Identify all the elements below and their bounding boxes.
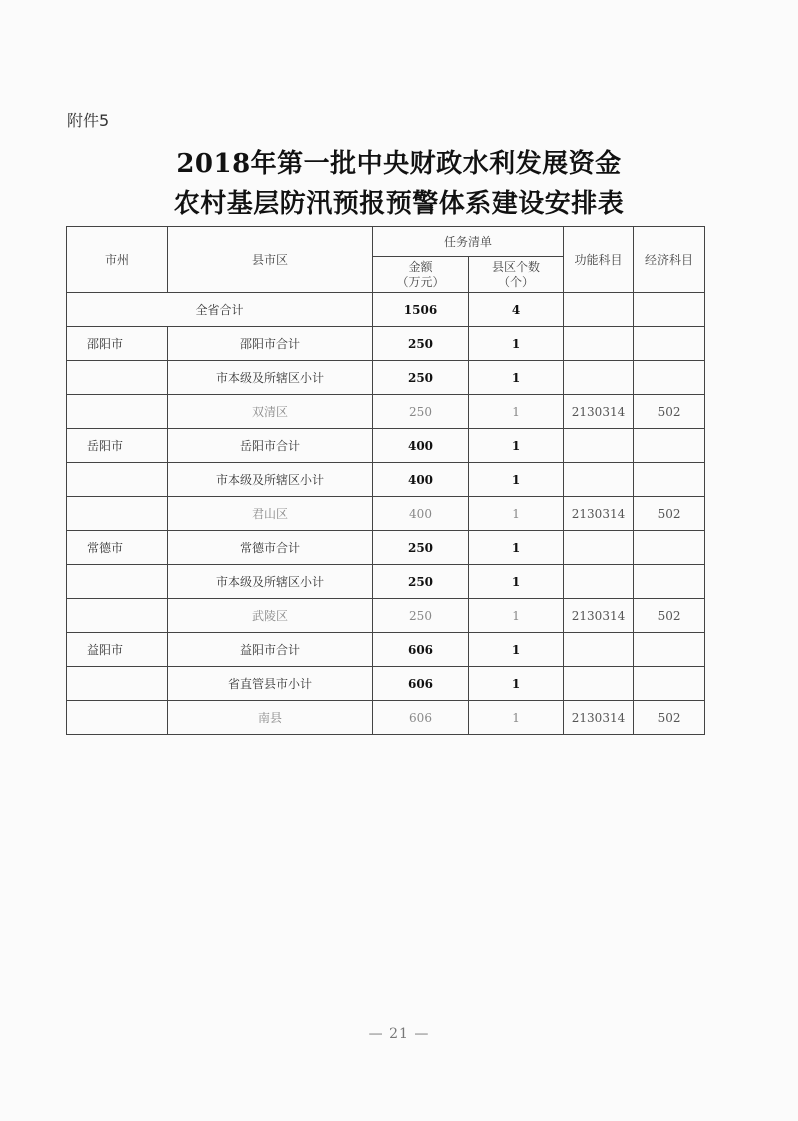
cell-amount: 250 — [373, 327, 469, 361]
cell-county: 武陵区 — [168, 599, 373, 633]
cell-amount: 250 — [373, 599, 469, 633]
cell-economic-subject — [634, 531, 705, 565]
header-economic-subject: 经济科目 — [634, 227, 705, 293]
cell-count: 1 — [469, 497, 564, 531]
cell-count: 1 — [469, 463, 564, 497]
cell-count: 1 — [469, 327, 564, 361]
header-count-label: 县区个数 — [492, 259, 541, 274]
header-function-subject: 功能科目 — [564, 227, 634, 293]
province-total-econ — [634, 293, 705, 327]
cell-function-subject: 2130314 — [564, 395, 634, 429]
allocation-table — [66, 226, 705, 735]
cell-county: 岳阳市合计 — [168, 429, 373, 463]
cell-amount: 606 — [373, 633, 469, 667]
cell-city: 益阳市 — [67, 633, 168, 667]
attachment-label: 附件5 — [67, 111, 110, 130]
cell-amount: 606 — [373, 701, 469, 735]
page-number: — 21 — — [368, 1026, 430, 1042]
cell-county: 双清区 — [168, 395, 373, 429]
cell-function-subject — [564, 463, 634, 497]
cell-count: 1 — [469, 361, 564, 395]
cell-function-subject — [564, 327, 634, 361]
province-total-label: 全省合计 — [67, 293, 373, 327]
cell-city — [67, 701, 168, 735]
cell-count: 1 — [469, 667, 564, 701]
cell-city — [67, 463, 168, 497]
cell-county: 益阳市合计 — [168, 633, 373, 667]
cell-city — [67, 395, 168, 429]
table-row — [67, 701, 705, 735]
cell-city — [67, 667, 168, 701]
cell-count: 1 — [469, 599, 564, 633]
cell-function-subject — [564, 667, 634, 701]
table-row — [67, 565, 705, 599]
table-row — [67, 667, 705, 701]
cell-economic-subject: 502 — [634, 395, 705, 429]
header-task-list: 任务清单 — [373, 227, 564, 257]
cell-city: 岳阳市 — [67, 429, 168, 463]
cell-county: 邵阳市合计 — [168, 327, 373, 361]
cell-function-subject — [564, 531, 634, 565]
cell-function-subject — [564, 633, 634, 667]
cell-amount: 400 — [373, 463, 469, 497]
cell-function-subject: 2130314 — [564, 701, 634, 735]
table-row — [67, 599, 705, 633]
cell-economic-subject — [634, 565, 705, 599]
table-row — [67, 497, 705, 531]
cell-county: 君山区 — [168, 497, 373, 531]
table-row — [67, 327, 705, 361]
cell-county: 市本级及所辖区小计 — [168, 463, 373, 497]
cell-amount: 250 — [373, 395, 469, 429]
cell-county: 常德市合计 — [168, 531, 373, 565]
table-row — [67, 429, 705, 463]
header-city: 市州 — [67, 227, 168, 293]
cell-city — [67, 599, 168, 633]
cell-city: 常德市 — [67, 531, 168, 565]
cell-count: 1 — [469, 429, 564, 463]
cell-amount: 250 — [373, 531, 469, 565]
cell-economic-subject — [634, 327, 705, 361]
cell-economic-subject — [634, 361, 705, 395]
cell-amount: 250 — [373, 361, 469, 395]
header-county-count — [469, 257, 564, 293]
cell-economic-subject — [634, 667, 705, 701]
table-row — [67, 531, 705, 565]
cell-count: 1 — [469, 565, 564, 599]
header-amount-unit: （万元） — [396, 274, 445, 289]
cell-amount: 606 — [373, 667, 469, 701]
document-title-line-2: 农村基层防汛预报预警体系建设安排表 — [173, 189, 625, 219]
cell-amount: 400 — [373, 497, 469, 531]
cell-count: 1 — [469, 633, 564, 667]
cell-economic-subject — [634, 429, 705, 463]
cell-function-subject — [564, 429, 634, 463]
cell-city — [67, 565, 168, 599]
table-row — [67, 361, 705, 395]
cell-economic-subject: 502 — [634, 599, 705, 633]
cell-city — [67, 361, 168, 395]
header-amount-label: 金额 — [408, 259, 433, 274]
province-total-count: 4 — [469, 293, 564, 327]
table-row — [67, 633, 705, 667]
table-row — [67, 395, 705, 429]
table-row — [67, 463, 705, 497]
cell-economic-subject — [634, 633, 705, 667]
cell-city: 邵阳市 — [67, 327, 168, 361]
cell-economic-subject: 502 — [634, 497, 705, 531]
cell-count: 1 — [469, 395, 564, 429]
cell-count: 1 — [469, 531, 564, 565]
cell-amount: 250 — [373, 565, 469, 599]
cell-county: 市本级及所辖区小计 — [168, 361, 373, 395]
header-count-unit: （个） — [498, 274, 535, 289]
cell-county: 市本级及所辖区小计 — [168, 565, 373, 599]
cell-function-subject: 2130314 — [564, 497, 634, 531]
cell-city — [67, 497, 168, 531]
cell-amount: 400 — [373, 429, 469, 463]
document-title-line-1: 2018年第一批中央财政水利发展资金 — [176, 149, 622, 179]
header-amount — [373, 257, 469, 293]
cell-economic-subject: 502 — [634, 701, 705, 735]
cell-function-subject: 2130314 — [564, 599, 634, 633]
province-total-row — [67, 293, 705, 327]
province-total-func — [564, 293, 634, 327]
cell-economic-subject — [634, 463, 705, 497]
province-total-amount: 1506 — [373, 293, 469, 327]
header-county: 县市区 — [168, 227, 373, 293]
cell-function-subject — [564, 361, 634, 395]
cell-county: 南县 — [168, 701, 373, 735]
cell-county: 省直管县市小计 — [168, 667, 373, 701]
cell-count: 1 — [469, 701, 564, 735]
cell-function-subject — [564, 565, 634, 599]
